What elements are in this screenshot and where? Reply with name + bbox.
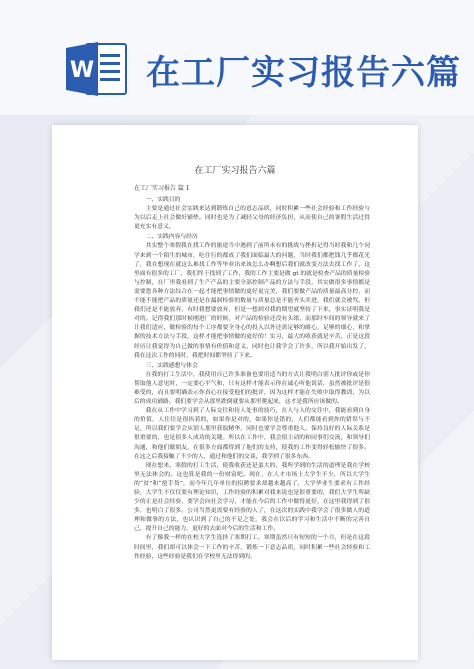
document-title: 在工厂实习报告六篇 <box>194 166 276 176</box>
document-page <box>52 125 418 660</box>
section-heading: 一、实践目的 <box>145 197 181 203</box>
word-doc-icon <box>64 42 128 96</box>
section-heading: 二、实践内容与经历 <box>145 234 198 241</box>
paragraph: 其实整个寒假我在找工作的旅途当中遇到了前所未有的挑战与挫折记得当时我和几个同学来到一个陌生的城市，吃住行的都成了我们面临最大的问题，当时我们都把钱几乎都花光了，我在想现在就这么难找工作等毕业出来该怎么办啊想后我们就改变方法去找工作了，这里面有很多的工厂，我们终于找到了工作，我的工作主要是做 gt 的就是检查产品的质量检验与控制，在厂里我看到了生产产品的主要全部控制产品的方法与手段，其实做很多事情都是需要您各种方法综合在一起才能把事情做的更好更完美，我们要做产品的质量最高分控，而不能不能把产品的质量还是在漏洞检验的数量与质量总是不能齐头并进，我们就会被骂，但我们还是不能放弃，有时我想要放弃，但是一想到对我的期望就坚持了下来，事实证明我是对的。记得我们那时候刚进厂的时候，对产品的检验还没有头绪，而那时车间的领导就来了让我们适应，做检验的每个工序都要全身心的投入以外还需足够的耐心，足够的细心，和掌握的技术方法与手段，这样才能把事情做的更好的！实习，最大的收获就是辛苦，正是这段经历让我觉得为自己做的事情有价值和意义，同时也让我学会了许多，所以我开始出发了，我在这次工作的同时，我把时间都坚持了下来。 <box>134 243 370 359</box>
document-body <box>134 195 370 562</box>
page-title: 在工厂实习报告六篇 <box>146 53 461 93</box>
section-heading: 三、实践感想与体会 <box>145 362 198 369</box>
document-subtitle: 在工厂实习报告 篇 1 <box>134 185 190 192</box>
paragraph: 现在想来，寒假的打工生活，使我收获还是蛮大的，我所学到的生活的道理是我在学校里无法体会的。这也算是我的一份财富吧。现在，在人才市场上大学生不少，所以大学生的“贫”和“抢手货”，而今年几年单位的招聘要求却越来越高了，大学毕业生要求有工作经验，大学生不仅仅要有理论知识，工作经验的积累对我来说也是很重要的，我们大学生所缺少的正是社会经验，要学会向社会学习，才能在今后的工作中做得更好，在这里我得到了很多，也明白了很多。公司当然更需要有经验的人了，在这次的实践中我学会了很多做人的道理和做事的方法，也认识到了自己的不足之处，我会在以后的学习和生活中不断的完善自己，提升自己的能力，更好的去面对今后的生活和工作。 <box>134 462 370 533</box>
word-icon-letter: W <box>69 58 95 83</box>
header-banner <box>0 0 474 115</box>
paragraph: 主要是通过社会实践来达到锻炼自己的意志品质，同时积累一些社会经验和工作经验与为以后走上社会做好铺垫。同时也是为了减轻父母的经济负担，从而使自己的暑假生活过得更充实有意义。 <box>134 206 370 231</box>
paragraph: 在我的打工生活中，我使用自己许多准备也要用适当的方式让我明白别人批评你或是你帮取他人意见时，一定要心平气和，只有这样才能表示你在诚心听他说话，虽然被批评是很难受的，而且要明确表示你真心在接受他们的批评，因为这样才能在失败中取得教训，为以后的成功铺路。我们要学会从那里跌倒就要从那里爬起来，这才是我所应该做的。 <box>134 371 370 406</box>
paragraph: 有了像我一样的在校大学生选择了寒期打工，寒期虽然只有短短的一个月，但是在这段时间里，我们却可以体会一下工作的辛苦，锻炼一下意志品质，同时积累一些社会经验和工作经验，这些经验是我们在学校里无法得到的。 <box>134 535 370 560</box>
paragraph: 我在从工作中学习到了人际交往和待人处事的技巧，在人与人的交往中，我能看到自身的价值，人往往是很执着的，如果你是对的，如果你是错的，人们都能看到你的错误与不足，所以我们要学会从别人那里获取精华，同时也要学会尊重他人，保持良好的人际关系是很重要的，也是很多人成功的关键。所以在工作中，我会很主动的和同事们交流，和领导们沟通，和他们做朋友，在很多方面都得到了他们的支持，使我的工作变得轻松愉快了很多。在这之后我接触了不少的人，通过和他们的交谈，我学到了很多东西。 <box>134 408 370 460</box>
